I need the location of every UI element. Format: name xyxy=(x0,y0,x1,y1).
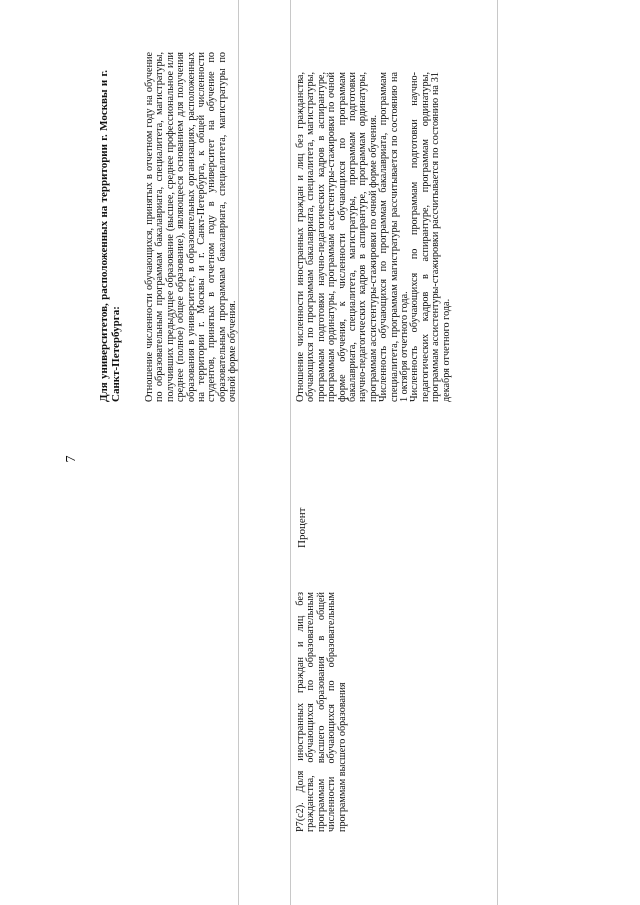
section-heading: Для университетов, расположенных на территории г. Москвы и г. Санкт-Петербурга: xyxy=(98,70,122,402)
indicator-description-block-2 xyxy=(296,72,452,402)
description-paragraph: Численность обучающихся по программам подготовки научно-педагогических кадров в аспирантуре, программам ординатуры, программам ассистентуры-стажировки рассчитывается по состоянию на 31 декабря отчетного года. xyxy=(409,72,452,402)
description-paragraph: Отношение численности обучающихся, принятых в отчетном году на обучение по образовательным программам бакалавриата, специалитета, магистратуры, получивших предыдущее образование (высшее, среднее профессиональное или среднее (полное) общее образование), являющееся основанием для получения образования в университете, в образовательных организациях, расположенных на территории г. Москвы и г. Санкт-Петербурга, к общей численности студентов, принятых в отчетном году в университет на обучение по образовательным программам бакалавриата, специалитета, магистратуры по очной форме обучения. xyxy=(144,52,239,402)
table-border-line xyxy=(497,0,498,905)
indicator-name: Р7(с2). Доля иностранных граждан и лиц без гражданства, обучающихся по образовательным программам высшего образования в общей численности обучающихся по образовательным программам высшего образования xyxy=(295,592,348,832)
table-border-line xyxy=(290,0,291,905)
page-number: 7 xyxy=(64,455,79,463)
description-paragraph: Отношение численности иностранных граждан и лиц без гражданства, обучающихся по программам бакалавриата, специалитета, магистратуры, программам подготовки научно-педагогических кадров в аспирантуре, программам ординатуры, программам ассистентуры-стажировки по очной форме обучения, к численности обучающихся по программам бакалавриата, специалитета, магистратуры, программам подготовки научно-педагогических кадров в аспирантуре, программам ординатуры, программам ассистентуры-стажировки по очной форме обучения. xyxy=(295,72,379,402)
indicator-description-block-1 xyxy=(145,52,239,402)
description-paragraph: Численность обучающихся по программам бакалавриата, программам специалитета, программам магистратуры рассчитывается по состоянию на 1 октября отчетного года. xyxy=(378,72,411,402)
unit-of-measure: Процент xyxy=(296,507,308,548)
